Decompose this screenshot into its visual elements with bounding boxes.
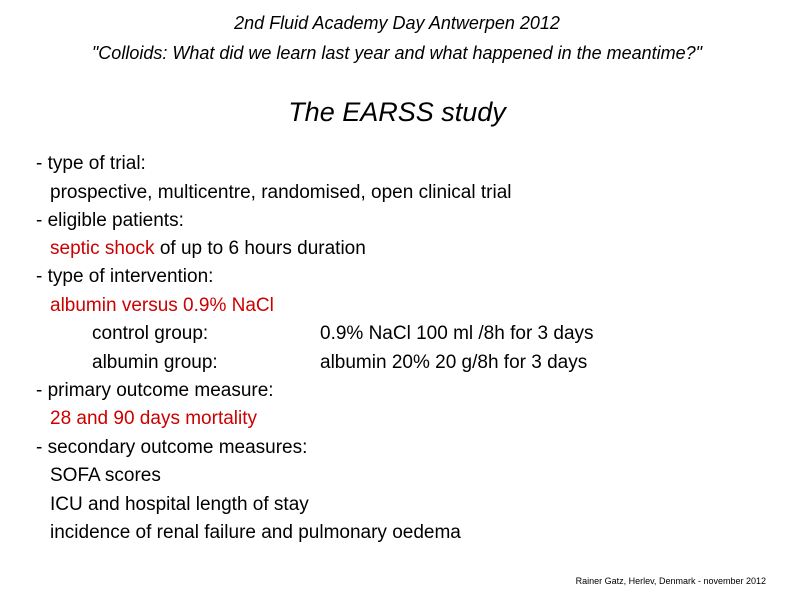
secondary-item-renal-failure: incidence of renal failure and pulmonary oedema bbox=[50, 522, 461, 543]
control-group-value: 0.9% NaCl 100 ml /8h for 3 days bbox=[320, 323, 594, 344]
eligible-patients-value bbox=[50, 237, 366, 261]
talk-title-header: "Colloids: What did we learn last year and what happened in the meantime?" bbox=[91, 43, 703, 63]
secondary-item-sofa: SOFA scores bbox=[50, 465, 161, 486]
eligible-patients-heading: - eligible patients: bbox=[36, 210, 184, 231]
author-footer: Rainer Gatz, Herlev, Denmark - november 2012 bbox=[575, 576, 766, 586]
conference-header: 2nd Fluid Academy Day Antwerpen 2012 bbox=[234, 13, 560, 33]
intervention-value: albumin versus 0.9% NaCl bbox=[50, 295, 274, 316]
type-of-trial-value: prospective, multicentre, randomised, open clinical trial bbox=[50, 182, 512, 203]
secondary-outcome-heading: - secondary outcome measures: bbox=[36, 437, 308, 458]
albumin-group-value: albumin 20% 20 g/8h for 3 days bbox=[320, 352, 588, 373]
type-of-trial-heading: - type of trial: bbox=[36, 153, 146, 174]
slide-title: The EARSS study bbox=[288, 97, 506, 127]
secondary-item-length-of-stay: ICU and hospital length of stay bbox=[50, 494, 309, 515]
intervention-heading: - type of intervention: bbox=[36, 266, 214, 287]
primary-outcome-heading: - primary outcome measure: bbox=[36, 380, 274, 401]
septic-shock-highlight: septic shock bbox=[50, 238, 155, 259]
albumin-group-label: albumin group: bbox=[92, 352, 218, 373]
control-group-label: control group: bbox=[92, 323, 209, 344]
eligible-duration-text: of up to 6 hours duration bbox=[154, 238, 366, 259]
primary-outcome-value: 28 and 90 days mortality bbox=[50, 408, 258, 429]
